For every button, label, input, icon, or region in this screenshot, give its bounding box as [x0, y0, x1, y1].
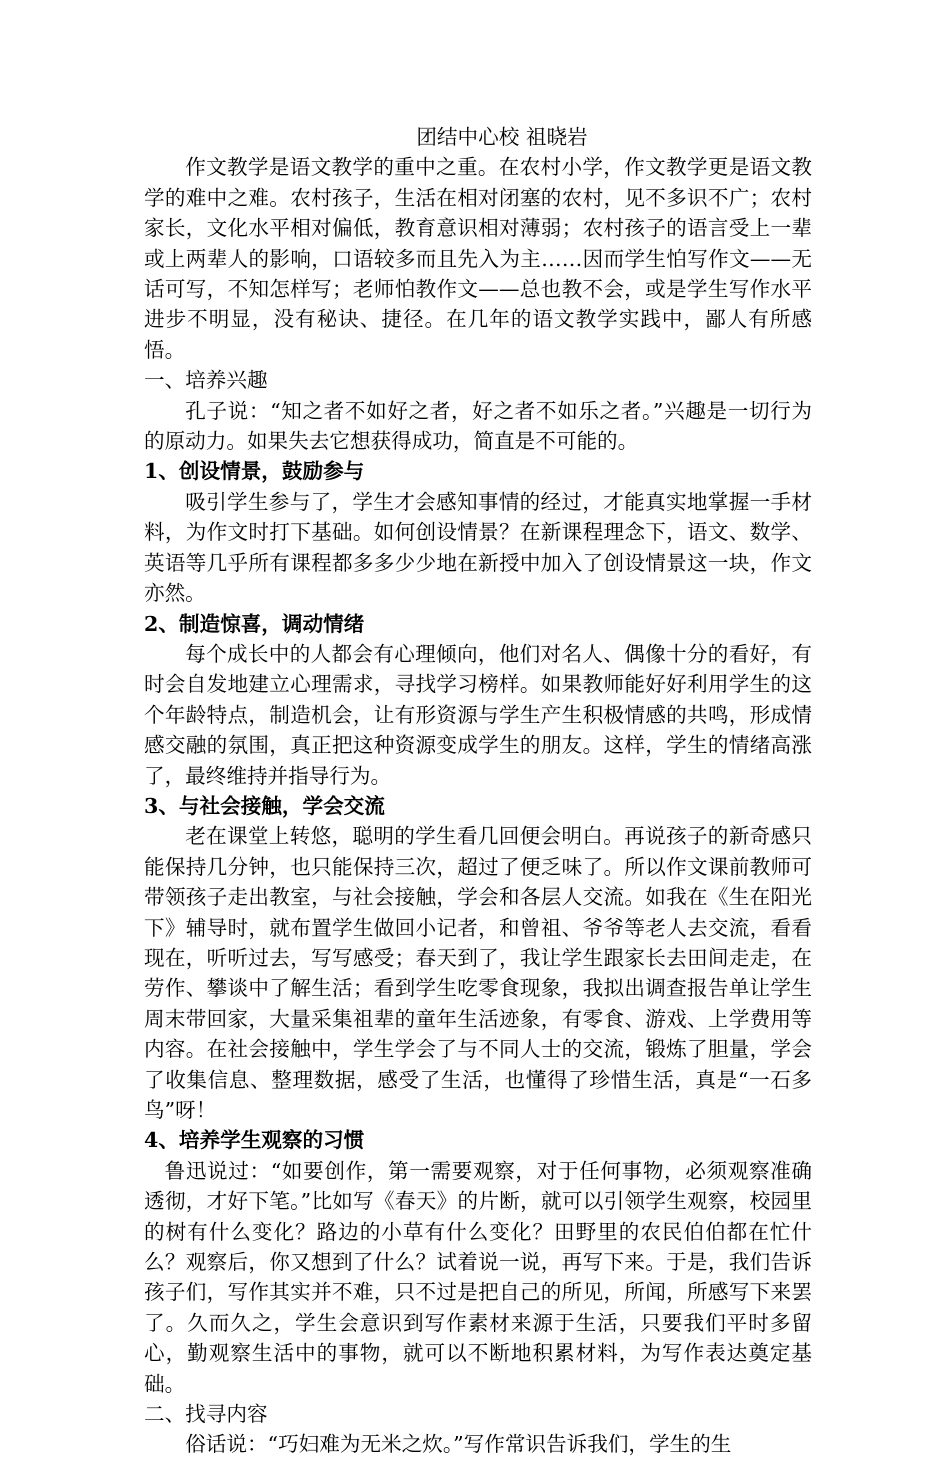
- section-interest-intro: 孔子说：“知之者不如好之者，好之者不如乐之者。”兴趣是一切行为的原动力。如果失去它想获得成功，简直是不可能的。: [144, 398, 812, 454]
- paragraph-social-contact: 老在课堂上转悠，聪明的学生看几回便会明白。再说孩子的新奇感只能保持几分钟，也只能保持三次，超过了便乏味了。所以作文课前教师可带领孩子走出教室，与社会接触，学会和各层人交流。如我在《生在阳光下》辅导时，就布置学生做回小记者，和曾祖、爷爷等老人去交流，看看现在，听听过去，写写感受；春天到了，我让学生跟家长去田间走走，在劳作、攀谈中了解生活；看到学生吃零食现象，我拟出调查报告单让学生周末带回家，大量采集祖辈的童年生活迹象，有零食、游戏、上学费用等内容。在社会接触中，学生学会了与不同人士的交流，锻炼了胆量，学会了收集信息、整理数据，感受了生活，也懂得了珍惜生活，真是“一石多鸟”呀！: [144, 824, 812, 1122]
- subheading-create-scenario: 1、创设情景，鼓励参与: [144, 459, 365, 484]
- subheading-social-contact: 3、与社会接触，学会交流: [144, 793, 385, 818]
- section-content-paragraph: 俗话说：“巧妇难为无米之炊。”写作常识告诉我们，学生的生: [185, 1432, 732, 1457]
- document-body: [144, 122, 812, 1460]
- author-line: 团结中心校 祖晓岩: [416, 125, 588, 149]
- paragraph-create-scenario: 吸引学生参与了，学生才会感知事情的经过，才能真实地掌握一手材料，为作文时打下基础。如何创设情景？在新课程理念下，语文、数学、英语等几乎所有课程都多多少少地在新授中加入了创设情景这一块，作文亦然。: [144, 489, 812, 606]
- intro-paragraph: 作文教学是语文教学的重中之重。在农村小学，作文教学更是语文教学的难中之难。农村孩子，生活在相对闭塞的农村，见不多识不广；农村家长，文化水平相对偏低，教育意识相对薄弱；农村孩子的语言受上一辈或上两辈人的影响，口语较多而且先入为主……因而学生怕写作文——无话可写，不知怎样写；老师怕教作文——总也教不会，或是学生写作水平进步不明显，没有秘诀、捷径。在几年的语文教学实践中，鄙人有所感悟。: [144, 155, 812, 362]
- paragraph-create-surprise: 每个成长中的人都会有心理倾向，他们对名人、偶像十分的看好，有时会自发地建立心理需求，寻找学习榜样。如果教师能好好利用学生的这个年龄特点，制造机会，让有形资源与学生产生积极情感的共鸣，形成情感交融的氛围，真正把这种资源变成学生的朋友。这样，学生的情绪高涨了，最终维持并指导行为。: [144, 641, 812, 788]
- paragraph-observation-habit: 鲁迅说过：“如要创作，第一需要观察，对于任何事物，必须观察准确透彻，才好下笔。”比如写《春天》的片断，就可以引领学生观察，校园里的树有什么变化？路边的小草有什么变化？田野里的农民伯伯都在忙什么？观察后，你又想到了什么？试着说一说，再写下来。于是，我们告诉孩子们，写作其实并不难，只不过是把自己的所见，所闻，所感写下来罢了。久而久之，学生会意识到写作素材来源于生活，只要我们平时多留心，勤观察生活中的事物，就可以不断地积累材料，为写作表达奠定基础。: [144, 1158, 812, 1396]
- subheading-create-surprise: 2、制造惊喜，调动情绪: [144, 611, 365, 636]
- subheading-observation-habit: 4、培养学生观察的习惯: [144, 1128, 365, 1153]
- section-heading-interest: 一、培养兴趣: [144, 368, 268, 393]
- section-heading-content: 二、找寻内容: [144, 1402, 268, 1427]
